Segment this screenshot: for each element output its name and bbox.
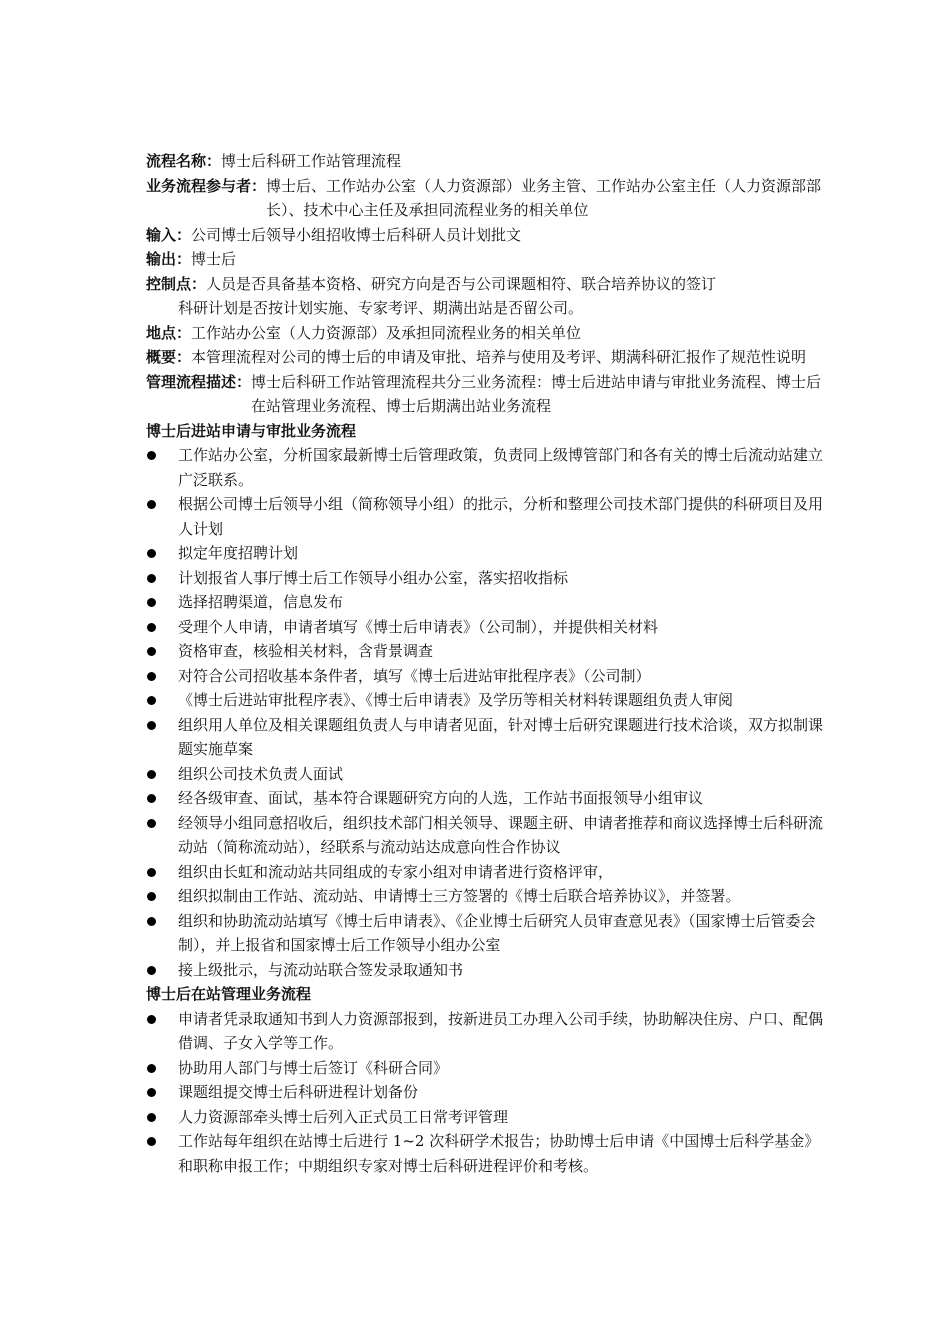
bullet-icon <box>147 696 156 705</box>
field-value: 本管理流程对公司的博士后的申请及审批、培养与使用及考评、期满科研汇报作了规范性说明 <box>191 348 807 366</box>
list-item-text: 接上级批示，与流动站联合签发录取通知书 <box>178 960 464 979</box>
in-station-process-list <box>146 1007 826 1179</box>
bullet-icon <box>147 966 156 975</box>
bullet-icon <box>147 598 156 607</box>
list-item-text: 受理个人申请，申请者填写《博士后申请表》（公司制），并提供相关材料 <box>178 617 659 636</box>
field-value: 博士后、工作站办公室（人力资源部）业务主管、工作站办公室主任（人力资源部部长）、技术中心主任及承担同流程业务的相关单位 <box>266 176 822 219</box>
section-title-in-station: 博士后在站管理业务流程 <box>146 985 312 1003</box>
field-location <box>146 321 826 346</box>
bullet-icon <box>147 794 156 803</box>
list-item-text: 计划报省人事厅博士后工作领导小组办公室，落实招收指标 <box>178 568 569 587</box>
list-item-text: 课题组提交博士后科研进程计划备份 <box>178 1083 419 1101</box>
list-item <box>146 1056 826 1081</box>
bullet-icon <box>147 672 156 681</box>
list-item <box>146 1129 826 1178</box>
field-input <box>146 223 826 248</box>
field-label: 地点： <box>146 323 192 342</box>
bullet-icon <box>147 1113 156 1122</box>
list-item <box>146 590 826 615</box>
list-item <box>146 958 826 983</box>
field-value: 博士后科研工作站管理流程 <box>221 152 402 170</box>
list-item <box>146 443 826 492</box>
field-process-name <box>146 149 826 174</box>
list-item-text: 申请者凭录取通知书到人力资源部报到，按新进员工办理入公司手续，协助解决住房、户口、配偶借调、子女入学等工作。 <box>178 1009 824 1052</box>
list-item-text: 组织由长虹和流动站共同组成的专家小组对申请者进行资格评审， <box>178 862 614 881</box>
list-item <box>146 1007 826 1056</box>
bullet-icon <box>147 868 156 877</box>
bullet-icon <box>147 917 156 926</box>
bullet-icon <box>147 647 156 656</box>
bullet-icon <box>147 1064 156 1073</box>
list-item <box>146 713 826 762</box>
bullet-icon <box>147 574 156 583</box>
list-item <box>146 860 826 885</box>
field-label: 管理流程描述： <box>146 372 252 391</box>
field-value-continuation: 科研计划是否按计划实施、专家考评、期满出站是否留公司。 <box>178 299 584 317</box>
bullet-icon <box>147 1137 156 1146</box>
bullet-icon <box>147 1015 156 1024</box>
list-item-text: 工作站办公室，分析国家最新博士后管理政策，负责同上级博管部门和各有关的博士后流动站建立广泛联系。 <box>178 446 824 489</box>
list-item <box>146 541 826 566</box>
field-value: 博士后科研工作站管理流程共分三业务流程：博士后进站申请与审批业务流程、博士后在站管理业务流程、博士后期满出站业务流程 <box>251 372 822 415</box>
bullet-icon <box>147 721 156 730</box>
list-item <box>146 639 826 664</box>
list-item <box>146 762 826 787</box>
document-body <box>146 149 826 1178</box>
list-item-text: 人力资源部牵头博士后列入正式员工日常考评管理 <box>178 1107 509 1126</box>
list-item <box>146 664 826 689</box>
field-control-points <box>146 272 826 321</box>
field-description <box>146 370 826 419</box>
bullet-icon <box>147 623 156 632</box>
field-label: 输出： <box>146 250 192 268</box>
list-item <box>146 566 826 591</box>
field-value: 人员是否具备基本资格、研究方向是否与公司课题相符、联合培养协议的签订 <box>206 274 717 293</box>
list-item <box>146 786 826 811</box>
bullet-icon <box>147 500 156 509</box>
list-item <box>146 909 826 958</box>
list-item-text: 选择招聘渠道，信息发布 <box>178 593 344 611</box>
list-item <box>146 615 826 640</box>
bullet-icon <box>147 819 156 828</box>
list-item-text: 组织公司技术负责人面试 <box>178 764 344 783</box>
list-item <box>146 492 826 541</box>
field-value: 工作站办公室（人力资源部）及承担同流程业务的相关单位 <box>191 323 582 342</box>
list-item-text: 《博士后进站审批程序表》、《博士后申请表》及学历等相关材料转课题组负责人审阅 <box>178 691 734 709</box>
field-label: 流程名称： <box>146 152 222 170</box>
list-item-text: 经各级审查、面试，基本符合课题研究方向的人选，工作站书面报领导小组审议 <box>178 789 704 807</box>
bullet-icon <box>147 451 156 460</box>
bullet-icon <box>147 549 156 558</box>
list-item-text: 拟定年度招聘计划 <box>178 544 299 562</box>
field-participants <box>146 174 826 223</box>
list-item <box>146 688 826 713</box>
field-label: 业务流程参与者： <box>146 176 267 195</box>
field-overview <box>146 345 826 370</box>
entry-process-list <box>146 443 826 982</box>
list-item-text: 根据公司博士后领导小组（简称领导小组）的批示，分析和整理公司技术部门提供的科研项目及用人计划 <box>178 495 824 538</box>
bullet-icon <box>147 892 156 901</box>
field-label: 控制点： <box>146 274 207 293</box>
field-label: 概要： <box>146 348 192 366</box>
list-item-text: 组织用人单位及相关课题组负责人与申请者见面，针对博士后研究课题进行技术洽谈，双方拟制课题实施草案 <box>178 715 824 758</box>
list-item <box>146 1080 826 1105</box>
list-item-text: 组织拟制由工作站、流动站、申请博士三方签署的《博士后联合培养协议》，并签署。 <box>178 887 741 905</box>
list-item-text: 资格审查，核验相关材料，含背景调查 <box>178 642 434 660</box>
list-item-text: 经领导小组同意招收后，组织技术部门相关领导、课题主研、申请者推荐和商议选择博士后科研流动站（简称流动站），经联系与流动站达成意向性合作协议 <box>178 813 824 856</box>
list-item-text: 组织和协助流动站填写《博士后申请表》、《企业博士后研究人员审查意见表》（国家博士后管委会制），并上报省和国家博士后工作领导小组办公室 <box>178 911 816 954</box>
section-title-entry: 博士后进站申请与审批业务流程 <box>146 421 357 440</box>
list-item <box>146 884 826 909</box>
bullet-icon <box>147 770 156 779</box>
bullet-icon <box>147 1088 156 1097</box>
list-item-text: 工作站每年组织在站博士后进行 1~2 次科研学术报告；协助博士后申请《中国博士后科学基金》和职称申报工作；中期组织专家对博士后科研进程评价和考核。 <box>178 1132 820 1175</box>
list-item-text: 协助用人部门与博士后签订《科研合同》 <box>178 1058 449 1077</box>
list-item <box>146 811 826 860</box>
list-item-text: 对符合公司招收基本条件者，填写《博士后进站审批程序表》（公司制） <box>178 666 651 685</box>
field-value: 公司博士后领导小组招收博士后科研人员计划批文 <box>191 225 522 244</box>
field-value: 博士后 <box>191 250 237 268</box>
field-output <box>146 247 826 272</box>
field-label: 输入： <box>146 225 192 244</box>
list-item <box>146 1105 826 1130</box>
